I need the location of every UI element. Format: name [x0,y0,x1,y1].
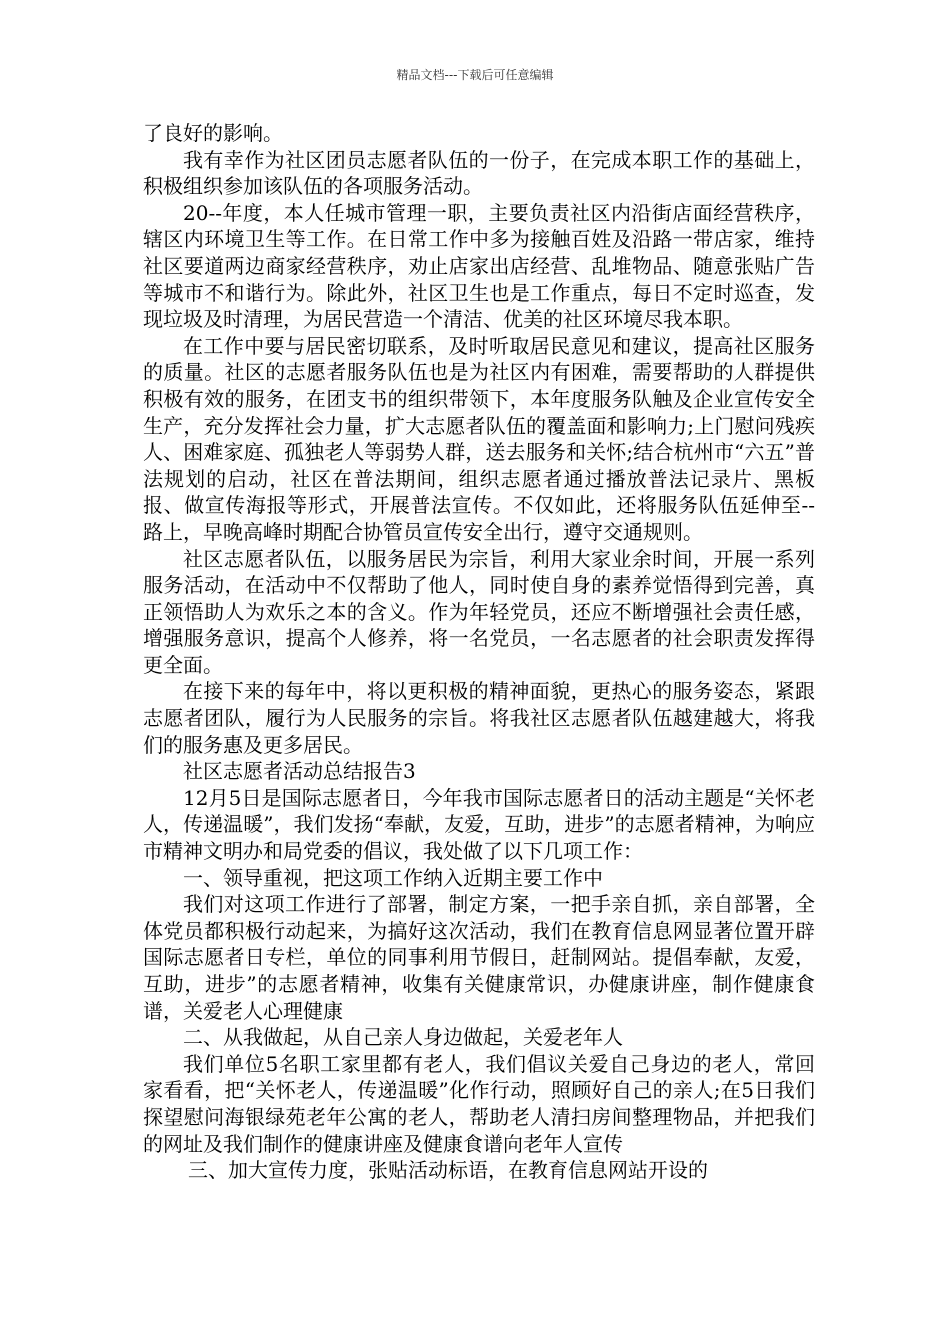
paragraph: 我们单位5名职工家里都有老人，我们倡议关爱自己身边的老人，常回家看看，把“关怀老人，传递温暖”化作行动，照顾好自己的亲人;在5日我们探望慰问海银绿苑老年公寓的老人，帮助老人清扫房间整理物品，并把我们的网址及我们制作的健康讲座及健康食谱向老年人宣传 [143,1051,815,1156]
document-body [143,120,815,1184]
section-heading: 二、从我做起，从自己亲人身边做起，关爱老年人 [183,1025,623,1050]
paragraph: 12月5日是国际志愿者日，今年我市国际志愿者日的活动主题是“关怀老人，传递温暖”，我们发扬“奉献，友爱，互助，进步”的志愿者精神，为响应市精神文明办和局党委的倡议，我处做了以下几项工作： [143,785,815,864]
paragraph: 在工作中要与居民密切联系，及时听取居民意见和建议，提高社区服务的质量。社区的志愿者服务队伍也是为社区内有困难，需要帮助的人群提供积极有效的服务，在团支书的组织带领下，本年度服务队触及企业宣传安全生产，充分发挥社会力量，扩大志愿者队伍的覆盖面和影响力;上门慰问残疾人、困难家庭、孤独老人等弱势人群，送去服务和关怀;结合杭州市“六五”普法规划的启动，社区在普法期间，组织志愿者通过播放普法记录片、黑板报、做宣传海报等形式，开展普法宣传。不仅如此，还将服务队伍延伸至--路上，早晚高峰时期配合协管员宣传安全出行，遵守交通规则。 [143,333,815,544]
page-header: 精品文档---下载后可任意编辑 [396,68,554,82]
section-heading: 三、加大宣传力度，张贴活动标语，在教育信息网站开设的 [188,1158,708,1183]
paragraph: 20--年度，本人任城市管理一职，主要负责社区内沿街店面经营秩序，辖区内环境卫生等工作。在日常工作中多为接触百姓及沿路一带店家，维持社区要道两边商家经营秩序，劝止店家出店经营、乱堆物品、随意张贴广告等城市不和谐行为。除此外，社区卫生也是工作重点，每日不定时巡查，发现垃圾及时清理，为居民营造一个清洁、优美的社区环境尽我本职。 [143,200,815,332]
section-title: 社区志愿者活动总结报告3 [183,759,416,784]
paragraph: 了良好的影响。 [143,121,283,145]
paragraph: 社区志愿者队伍，以服务居民为宗旨，利用大家业余时间，开展一系列服务活动，在活动中不仅帮助了他人，同时使自身的素养觉悟得到完善，真正领悟助人为欢乐之本的含义。作为年轻党员，还应不断增强社会责任感，增强服务意识，提高个人修养，将一名党员，一名志愿者的社会职责发挥得更全面。 [143,546,815,677]
section-heading: 一、领导重视，把这项工作纳入近期主要工作中 [183,865,603,890]
paragraph: 在接下来的每年中，将以更积极的精神面貌，更热心的服务姿态，紧跟志愿者团队，履行为人民服务的宗旨。将我社区志愿者队伍越建越大，将我们的服务惠及更多居民。 [143,679,815,757]
paragraph: 我们对这项工作进行了部署，制定方案，一把手亲自抓，亲自部署，全体党员都积极行动起来，为搞好这次活动，我们在教育信息网显著位置开辟国际志愿者日专栏，单位的同事利用节假日，赶制网站。提倡奉献，友爱，互助，进步”的志愿者精神，收集有关健康常识，办健康讲座，制作健康食谱，关爱老人心理健康 [143,892,815,1023]
paragraph: 我有幸作为社区团员志愿者队伍的一份子，在完成本职工作的基础上，积极组织参加该队伍的各项服务活动。 [143,147,815,199]
